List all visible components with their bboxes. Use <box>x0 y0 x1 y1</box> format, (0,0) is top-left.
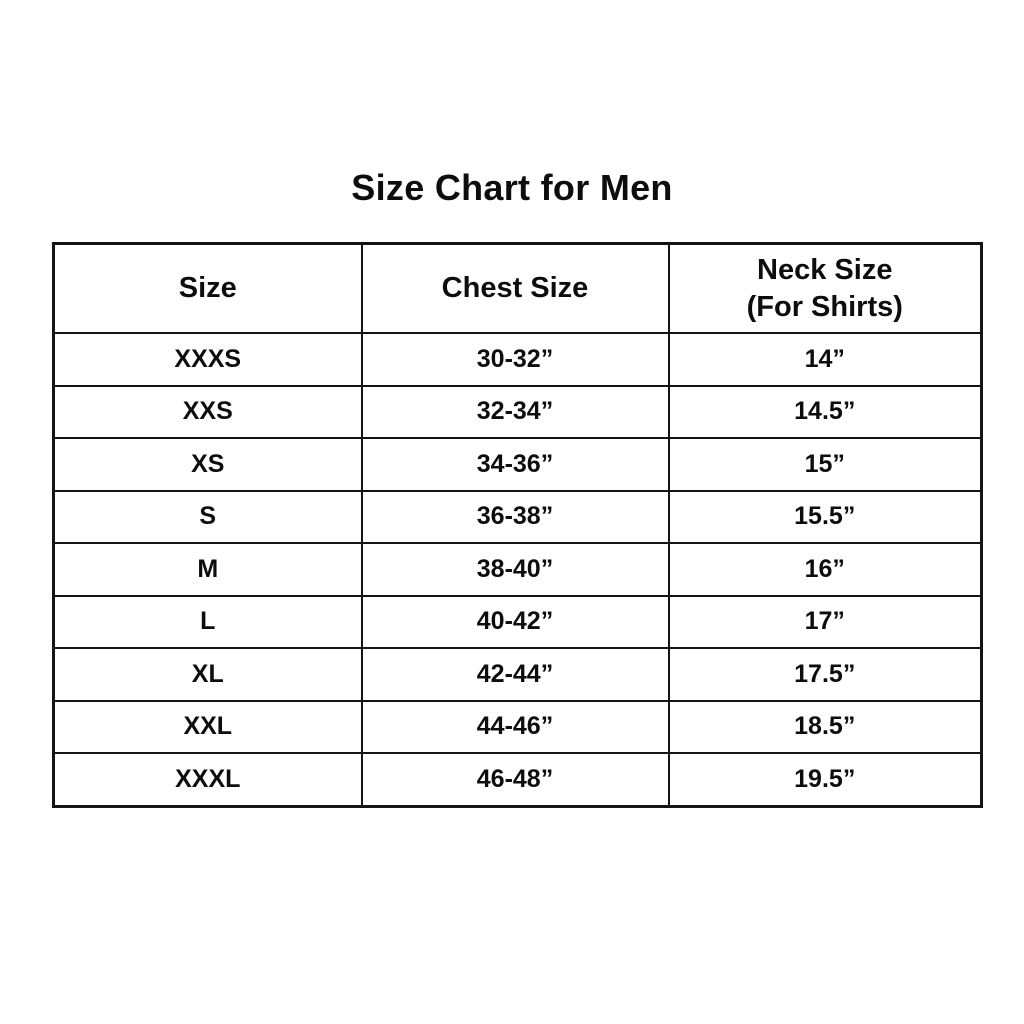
neck-size-cell: 15” <box>669 438 982 491</box>
size-cell: S <box>54 491 362 544</box>
table-row <box>54 648 982 701</box>
chest-size-cell: 32-34” <box>362 386 669 439</box>
chest-size-cell: 36-38” <box>362 491 669 544</box>
table-row <box>54 386 982 439</box>
table-row <box>54 701 982 754</box>
column-header-neck-size-line1: Neck Size <box>757 254 893 287</box>
table-row <box>54 596 982 649</box>
size-cell: XXS <box>54 386 362 439</box>
chest-size-cell: 34-36” <box>362 438 669 491</box>
neck-size-cell: 18.5” <box>669 701 982 754</box>
neck-size-cell: 17” <box>669 596 982 649</box>
chest-size-cell: 38-40” <box>362 543 669 596</box>
chest-size-cell: 40-42” <box>362 596 669 649</box>
neck-size-cell: 17.5” <box>669 648 982 701</box>
page-title: Size Chart for Men <box>351 167 673 208</box>
table-row <box>54 333 982 386</box>
neck-size-cell: 14.5” <box>669 386 982 439</box>
table-row <box>54 491 982 544</box>
column-header-chest-size: Chest Size <box>362 244 669 334</box>
neck-size-cell: 19.5” <box>669 753 982 806</box>
table-header-row <box>54 244 982 334</box>
chest-size-cell: 46-48” <box>362 753 669 806</box>
neck-size-cell: 14” <box>669 333 982 386</box>
chest-size-cell: 44-46” <box>362 701 669 754</box>
size-cell: XL <box>54 648 362 701</box>
size-cell: XXL <box>54 701 362 754</box>
column-header-neck-size <box>669 244 982 334</box>
size-cell: L <box>54 596 362 649</box>
chest-size-cell: 42-44” <box>362 648 669 701</box>
table-row <box>54 543 982 596</box>
column-header-neck-size-line2: (For Shirts) <box>746 290 903 323</box>
table-row <box>54 753 982 806</box>
neck-size-cell: 15.5” <box>669 491 982 544</box>
table-row <box>54 438 982 491</box>
size-cell: M <box>54 543 362 596</box>
neck-size-cell: 16” <box>669 543 982 596</box>
size-cell: XXXS <box>54 333 362 386</box>
chest-size-cell: 30-32” <box>362 333 669 386</box>
size-cell: XXXL <box>54 753 362 806</box>
size-chart-table <box>52 242 983 808</box>
column-header-size: Size <box>54 244 362 334</box>
size-cell: XS <box>54 438 362 491</box>
